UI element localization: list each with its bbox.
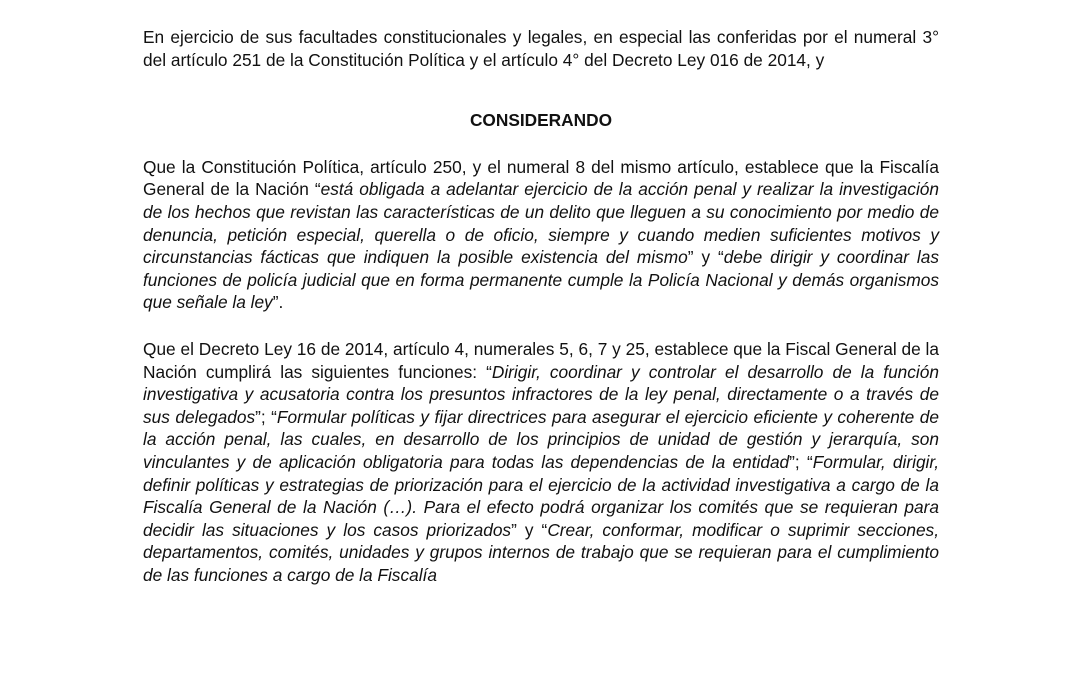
paragraph2-run: Crear, conformar, modificar o suprimir secciones, departamentos, comités, unidades y grupos internos de trabajo que se requieran para el cumplimiento de las funciones a cargo de la Fiscalía <box>143 519 939 585</box>
section-heading: CONSIDERANDO <box>469 110 613 131</box>
paragraph1-run: está obligada a adelantar ejercicio de la acción penal y realizar la investigación de los hechos que revistan las características de un delito que lleguen a su conocimiento por medio de denuncia, petición especial, querella o de oficio, siempre y cuando medien suficientes motivos y circunstancias fácticas que indiquen la posible existencia del mismo <box>143 179 939 268</box>
cut-off-heading <box>330 0 750 4</box>
paragraph1-run: ”. <box>272 292 284 313</box>
paragraph1-run: Que la Constitución Política, artículo 250, y el numeral 8 del mismo artículo, establece que la Fiscalía General de la Nación “ <box>143 156 939 200</box>
paragraph2-run: ”; “ <box>255 406 277 427</box>
paragraph1-run: debe dirigir y coordinar las funciones de policía judicial que en forma permanente cumple la Policía Nacional y demás organismos que señale la ley <box>143 247 939 313</box>
paragraph2-run: ”; “ <box>789 451 813 472</box>
paragraph1-run: ” y “ <box>687 247 724 268</box>
intro-paragraph: En ejercicio de sus facultades constitucionales y legales, en especial las conferidas por el numeral 3° del artículo 251 de la Constitución Política y el artículo 4° del Decreto Ley 016 de 2014, y <box>143 27 939 70</box>
paragraph2-run: Que el Decreto Ley 16 de 2014, artículo 4, numerales 5, 6, 7 y 25, establece que la Fiscal General de la Nación cumplirá las siguientes funciones: “ <box>143 338 939 382</box>
paragraph2-run: Dirigir, coordinar y controlar el desarrollo de la función investigativa y acusatoria contra los presuntos infractores de la ley penal, directamente o a través de sus delegados <box>143 361 939 427</box>
considerando-paragraph-2 <box>143 338 939 587</box>
document-page <box>143 26 939 586</box>
paragraph2-run: Formular políticas y fijar directrices para asegurar el ejercicio eficiente y coherente de la acción penal, las cuales, en desarrollo de los principios de unidad de gestión y jerarquía, son vinculantes y de aplicación obligatoria para todas las dependencias de la entidad <box>143 406 939 472</box>
paragraph2-run: Formular, dirigir, definir políticas y estrategias de priorización para el ejercicio de la actividad investigativa a cargo de la Fiscalía General de la Nación (…). Para el efecto podrá organizar los comités que se requieran para decidir las situaciones y los casos priorizados <box>143 451 939 540</box>
considerando-paragraph-1 <box>143 156 939 314</box>
paragraph2-run: ” y “ <box>511 519 548 540</box>
